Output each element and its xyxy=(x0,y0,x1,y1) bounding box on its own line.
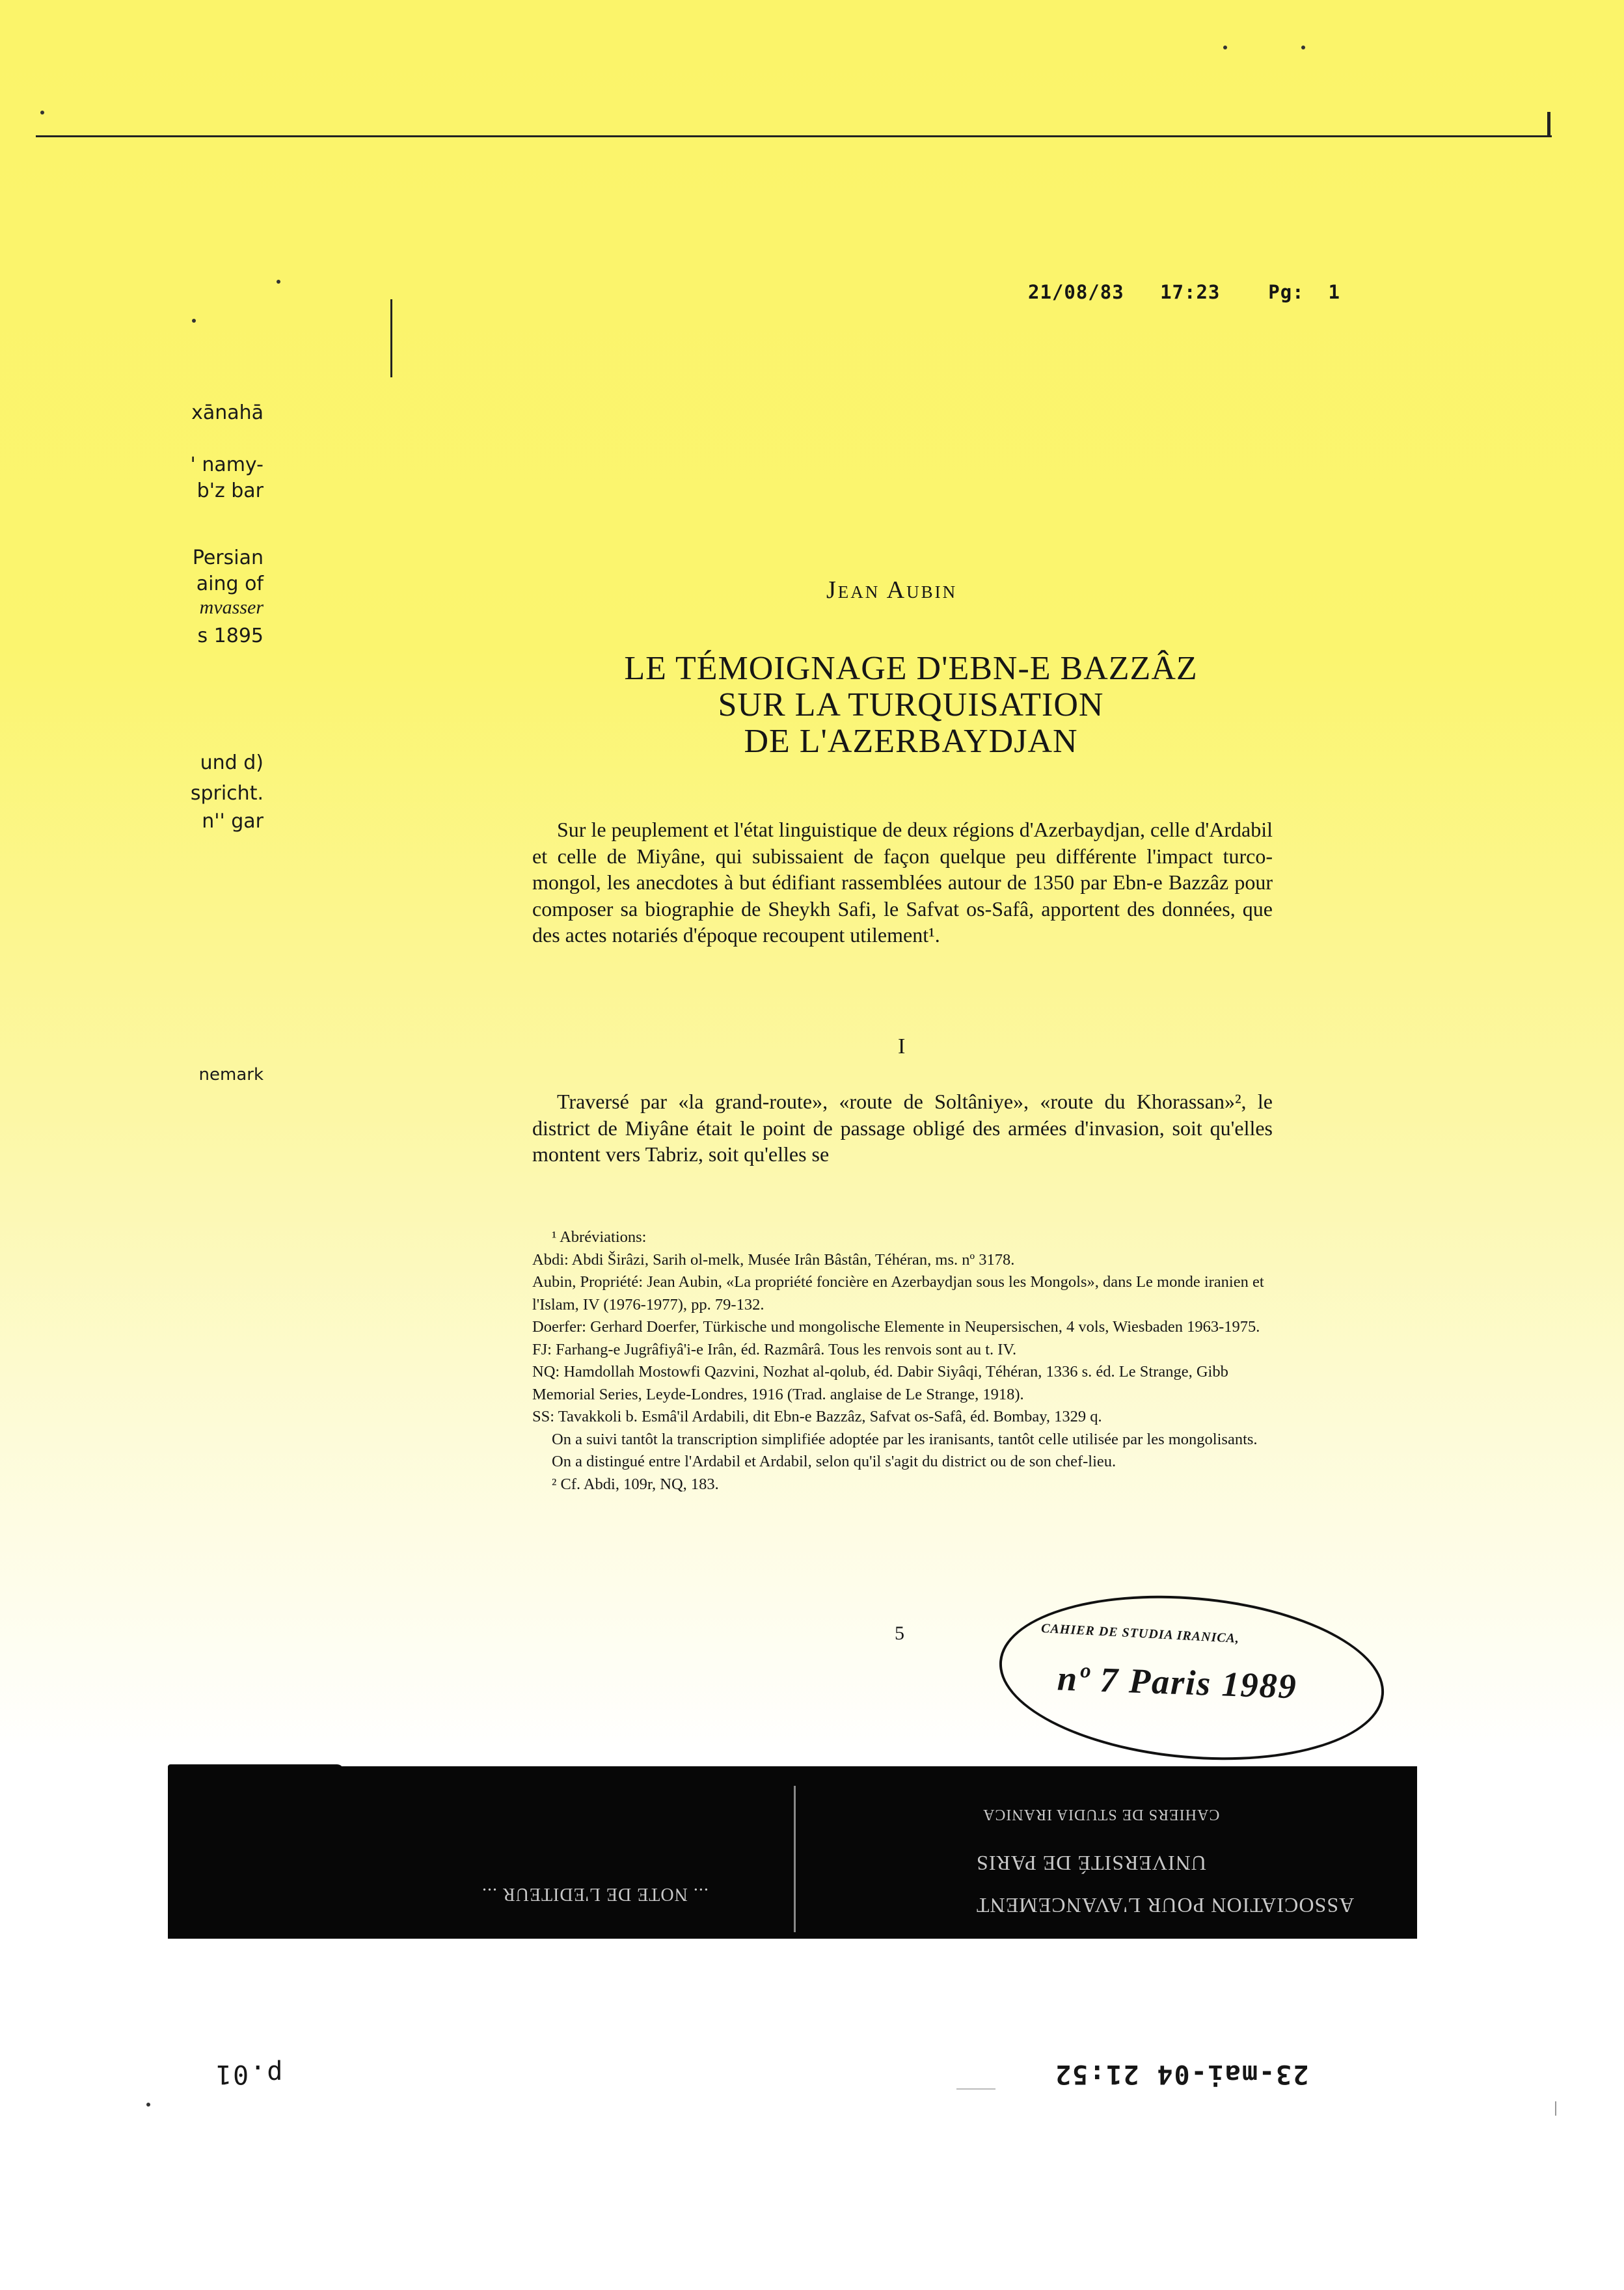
footnote-line: Doerfer: Gerhard Doerfer, Türkische und mongolische Elemente in Neupersischen, 4 vols, Wiesbaden 1963-1975. xyxy=(532,1318,1260,1336)
article-title xyxy=(534,651,1288,760)
bleedthrough-text: ... NOTE DE L'EDITEUR ... xyxy=(481,1884,709,1904)
scan-speck xyxy=(277,280,280,284)
margin-vertical-bar xyxy=(390,299,392,377)
page-number: 5 xyxy=(895,1623,904,1644)
margin-snippet: n'' gar xyxy=(202,810,264,833)
fax-date: 21/08/83 xyxy=(1028,281,1124,303)
top-rule-end-mark xyxy=(1547,112,1550,137)
footnote-line: Abdi: Abdi Širâzi, Sarih ol-melk, Musée Irân Bâstân, Téhéran, ms. nº 3178. xyxy=(532,1250,1015,1269)
scan-band-divider xyxy=(794,1786,796,1932)
scan-speck xyxy=(192,319,196,323)
scan-speck xyxy=(1223,46,1227,49)
footnote-line: On a suivi tantôt la transcription simplifiée adoptée par les iranisants, tantôt celle utilisée par les mongolisants. xyxy=(552,1430,1258,1448)
author-name: Jean Aubin xyxy=(826,576,958,604)
footnotes xyxy=(532,1226,1274,1496)
margin-snippet: ' namy- xyxy=(190,453,264,476)
scan-mark xyxy=(1555,2101,1556,2116)
inverted-fax-timestamp: 23-mai-04 21:52 xyxy=(1054,2059,1309,2089)
margin-snippet: nemark xyxy=(198,1065,264,1084)
footnote-line: Aubin, Propriété: Jean Aubin, «La propriété foncière en Azerbaydjan sous les Mongols», dans Le monde iranien et l'Islam, IV (1976-1977), pp. 79-132. xyxy=(532,1273,1264,1313)
bleedthrough-text: ASSOCIATION POUR L'AVANCEMENT xyxy=(976,1894,1355,1917)
footnote-line: On a distingué entre l'Ardabil et Ardabil, selon qu'il s'agit du district ou de son chef-lieu. xyxy=(552,1453,1116,1470)
footnote-line: ² Cf. Abdi, 109r, NQ, 183. xyxy=(552,1475,719,1493)
footnote-line: SS: Tavakkoli b. Esmâ'il Ardabili, dit Ebn-e Bazzâz, Safvat os-Safâ, éd. Bombay, 1329 q. xyxy=(532,1408,1102,1425)
margin-snippet: b'z bar xyxy=(196,479,264,502)
abstract-text: Sur le peuplement et l'état linguistique de deux régions d'Azerbaydjan, celle d'Ardabil et celle de Miyâne, qui subissaient de façon quelque peu différente l'impact turco-mongol, les anecdotes à but édifiant rassemblées autour de 1350 par Ebn-e Bazzâz pour composer sa biographie de Sheykh Safi, le Safvat os-Safâ, apportent des données, que des actes notariés d'époque recoupent utilement¹. xyxy=(532,818,1273,947)
body-paragraph xyxy=(532,1088,1273,1168)
fax-time: 17:23 xyxy=(1160,281,1221,303)
top-rule xyxy=(36,135,1552,137)
title-line: LE TÉMOIGNAGE D'EBN-E BAZZÂZ xyxy=(624,650,1198,687)
fax-page-number: 1 xyxy=(1328,281,1341,303)
footnote-line: NQ: Hamdollah Mostowfi Qazvini, Nozhat al-qolub, éd. Dabir Siyâqi, Téhéran, 1336 s. éd. Le Strange, Gibb Memorial Series, Leyde-Londres, 1916 (Trad. anglaise de Le Strange, 1918). xyxy=(532,1363,1228,1403)
scan-speck xyxy=(40,111,44,114)
margin-snippet: mvasser xyxy=(199,597,264,618)
scan-speck xyxy=(146,2103,150,2107)
body-text: Traversé par «la grand-route», «route de Soltâniye», «route du Khorassan»², le district de Miyâne était le point de passage obligé des armées d'invasion, soit qu'elles montent vers Tabriz, soit qu'elles se xyxy=(532,1090,1273,1166)
scan-speck xyxy=(1301,46,1305,49)
footnote-line: ¹ Abréviations: xyxy=(552,1228,647,1246)
margin-snippet: s 1895 xyxy=(197,625,264,647)
margin-snippet: aing of xyxy=(196,572,264,595)
fax-header xyxy=(1028,281,1340,303)
margin-snippet: xānahā xyxy=(191,401,264,424)
bleedthrough-text: UNIVERSITÉ DE PARIS xyxy=(976,1852,1206,1875)
fax-page-label: Pg: xyxy=(1268,281,1305,303)
bleedthrough-text: CAHIERS DE STUDIA IRANICA xyxy=(982,1806,1220,1823)
title-line: SUR LA TURQUISATION xyxy=(718,686,1104,723)
section-number: I xyxy=(898,1034,906,1058)
margin-snippet: und d) xyxy=(200,751,264,774)
margin-snippet: spricht. xyxy=(190,782,264,805)
title-line: DE L'AZERBAYDJAN xyxy=(744,723,1078,760)
footnote-line: FJ: Farhang-e Jugrâfiyâ'i-e Irân, éd. Razmârâ. Tous les renvois sont au t. IV. xyxy=(532,1340,1017,1358)
stamp-label: CAHIER DE STUDIA IRANICA, xyxy=(1040,1621,1240,1646)
margin-snippet: Persian xyxy=(192,546,264,569)
scan-mark xyxy=(956,2088,995,2090)
inverted-fax-page-code: p.01 xyxy=(215,2059,283,2089)
stamp-handwriting: nº 7 Paris 1989 xyxy=(1057,1658,1298,1706)
abstract-paragraph xyxy=(532,816,1273,949)
